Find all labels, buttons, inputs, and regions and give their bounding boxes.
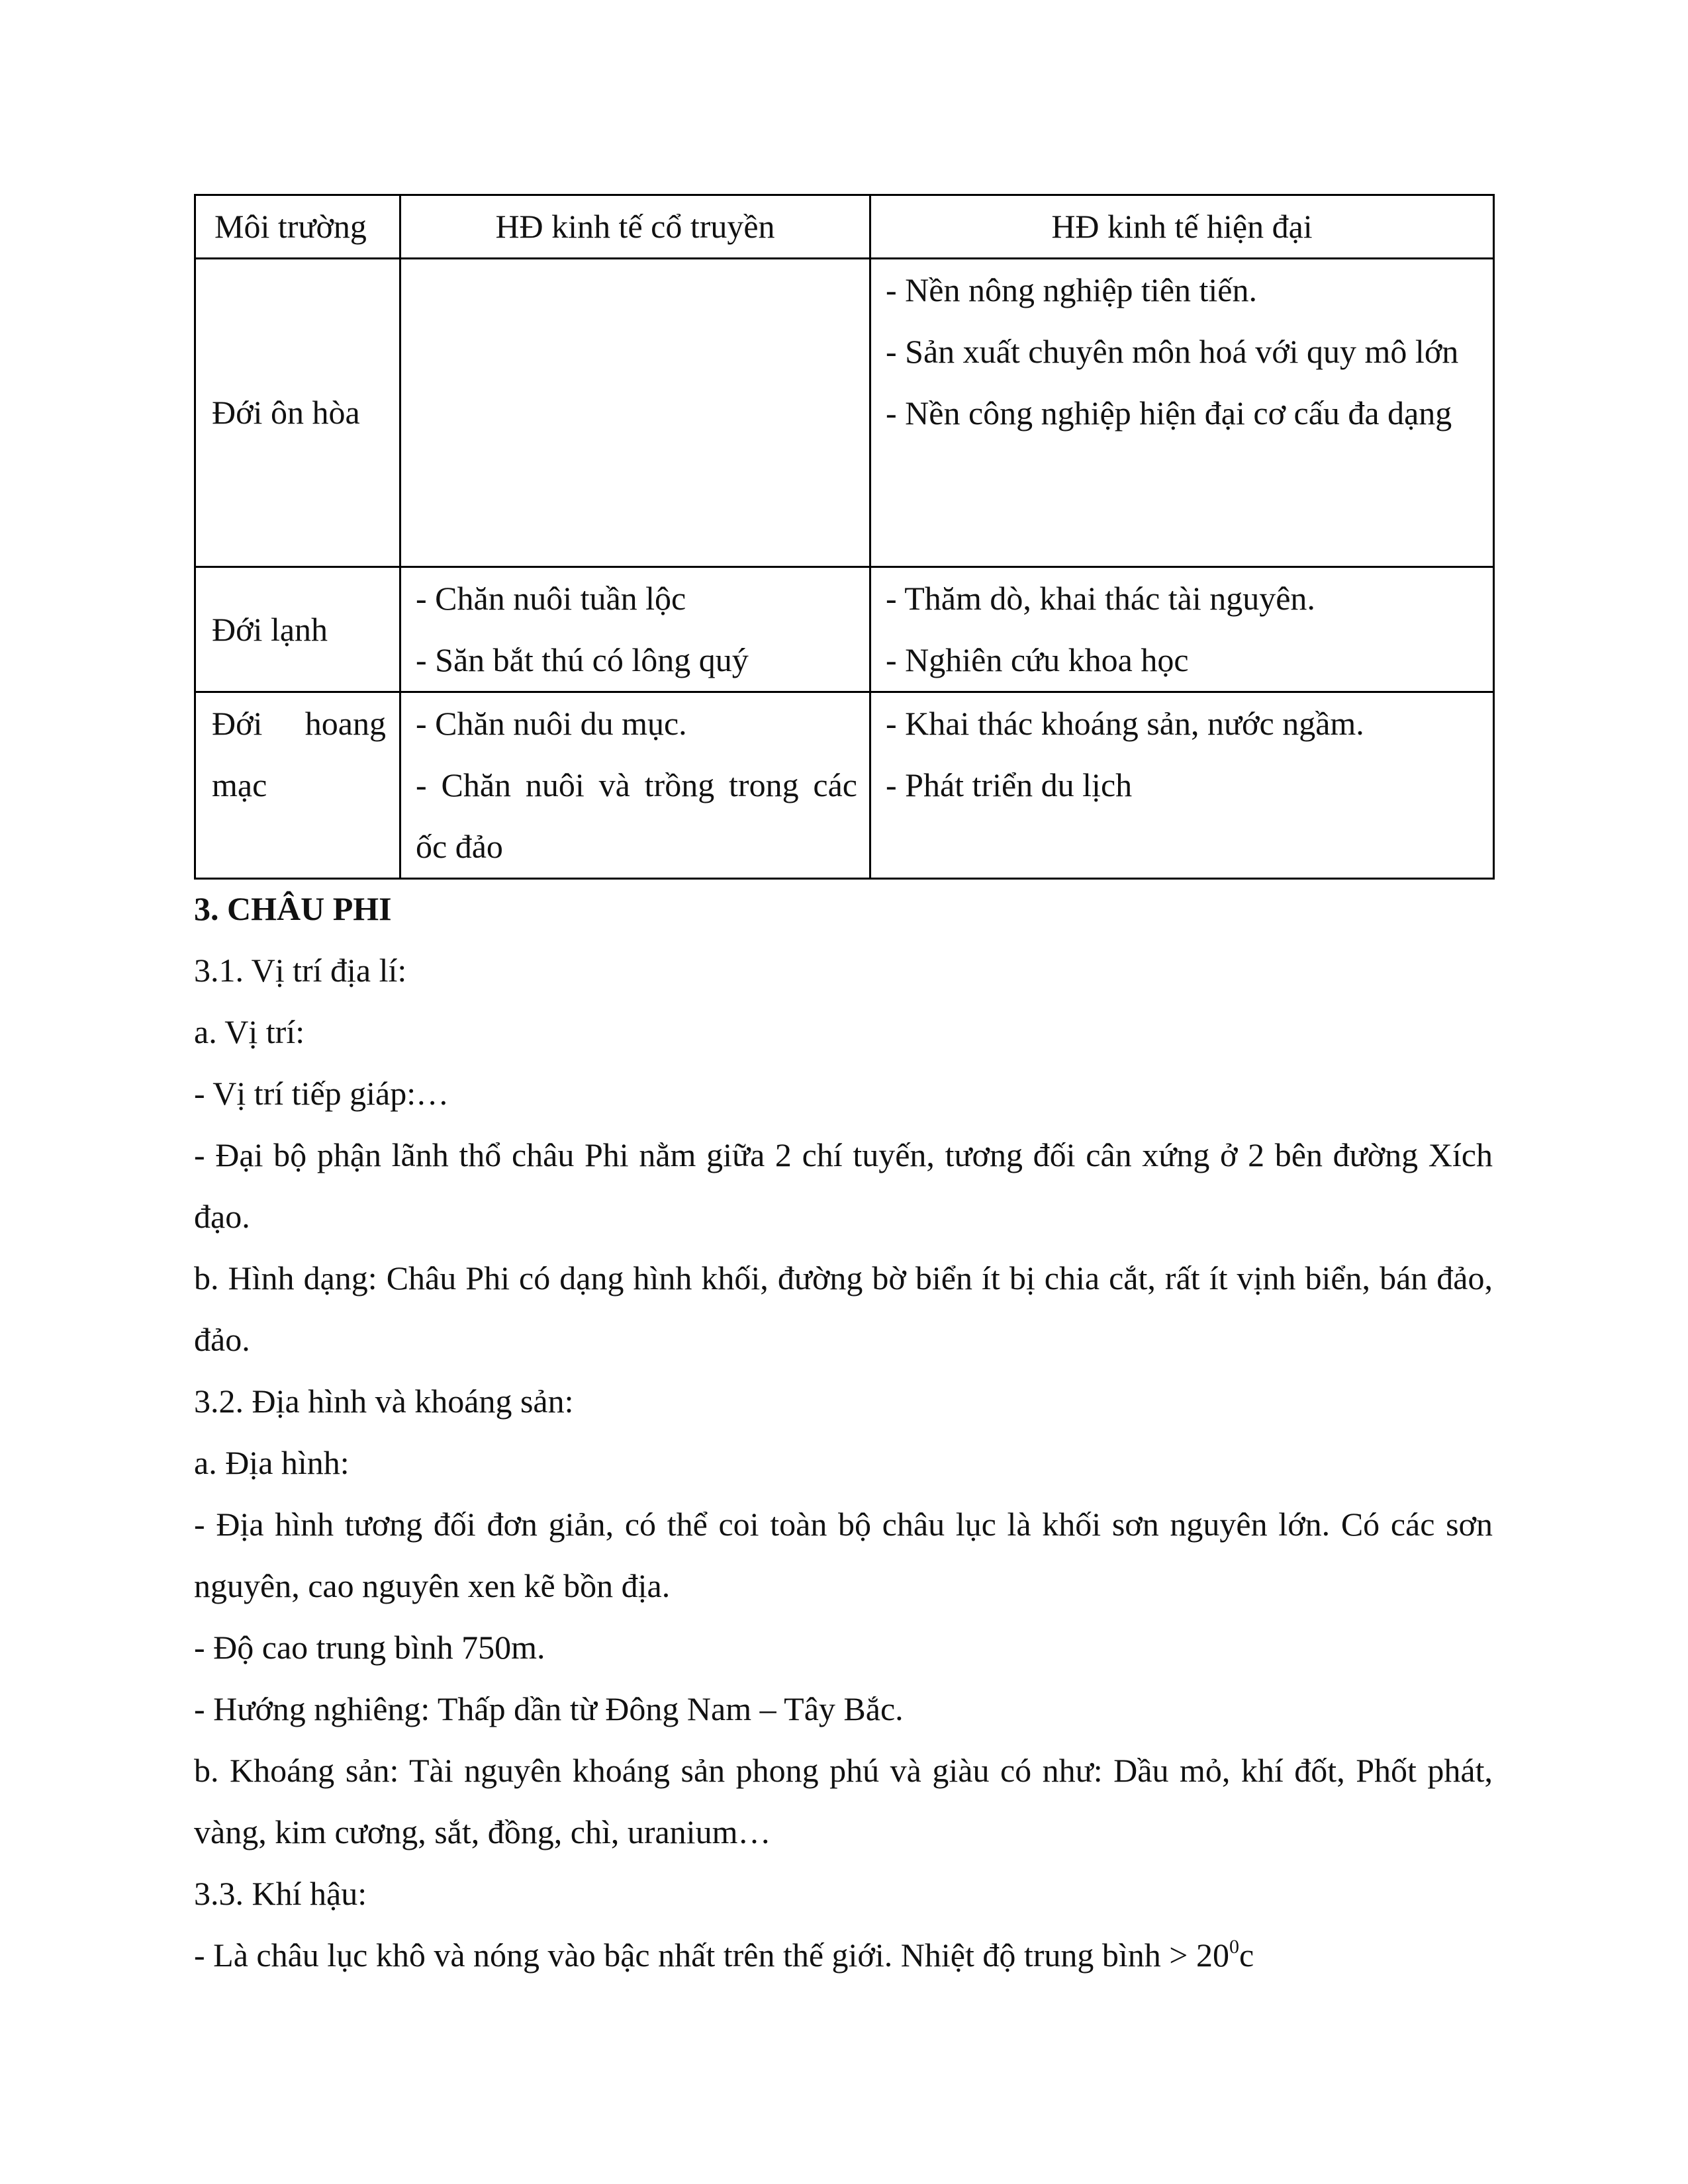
list-item: - Khai thác khoáng sản, nước ngầm. (886, 705, 1364, 742)
paragraph: - Hướng nghiêng: Thấp dần từ Đông Nam – Tây Bắc. (194, 1690, 904, 1727)
list-item: - Phát triển du lịch (886, 766, 1133, 803)
paragraph-text-end: c (1239, 1936, 1254, 1974)
env-label: Đới lạnh (212, 610, 328, 648)
env-label: Đới hoang mạc (212, 705, 386, 803)
env-cell (195, 259, 400, 567)
paragraph: - Vị trí tiếp giáp:… (194, 1075, 449, 1112)
paragraph (194, 1925, 1493, 1986)
paragraph: a. Vị trí: (194, 1013, 305, 1050)
header-traditional: HĐ kinh tế cổ truyền (400, 195, 870, 259)
paragraph: - Đại bộ phận lãnh thổ châu Phi nằm giữa 2 chí tuyến, tương đối cân xứng ở 2 bên đường Xích đạo. (194, 1136, 1493, 1235)
modern-cell (870, 692, 1494, 879)
superscript: 0 (1229, 1936, 1239, 1958)
traditional-cell (400, 567, 870, 692)
paragraph-text: - Là châu lục khô và nóng vào bậc nhất trên thế giới. Nhiệt độ trung bình > 20 (194, 1936, 1229, 1974)
list-item: - Sản xuất chuyên môn hoá với quy mô lớn (886, 333, 1459, 370)
table-row (195, 259, 1494, 567)
list-item: - Nền công nghiệp hiện đại cơ cấu đa dạng (886, 394, 1452, 432)
table-row (195, 567, 1494, 692)
section-heading: 3. CHÂU PHI (194, 890, 392, 927)
table-header-row (195, 195, 1494, 259)
economic-activities-table (194, 194, 1495, 880)
subsection-title: 3.3. Khí hậu: (194, 1875, 367, 1912)
list-item: - Nền nông nghiệp tiên tiến. (886, 271, 1257, 308)
list-item: - Nghiên cứu khoa học (886, 641, 1189, 678)
traditional-cell (400, 692, 870, 879)
paragraph: b. Hình dạng: Châu Phi có dạng hình khối, đường bờ biển ít bị chia cắt, rất ít vịnh biển, bán đảo, đảo. (194, 1259, 1493, 1358)
header-modern: HĐ kinh tế hiện đại (870, 195, 1494, 259)
subsection-title: 3.1. Vị trí địa lí: (194, 952, 407, 989)
modern-cell (870, 259, 1494, 567)
list-item: - Săn bắt thú có lông quý (416, 641, 749, 678)
paragraph: - Địa hình tương đối đơn giản, có thể coi toàn bộ châu lục là khối sơn nguyên lớn. Có các sơn nguyên, cao nguyên xen kẽ bồn địa. (194, 1506, 1493, 1604)
list-item: - Chăn nuôi tuần lộc (416, 580, 686, 617)
paragraph: b. Khoáng sản: Tài nguyên khoáng sản phong phú và giàu có như: Dầu mỏ, khí đốt, Phốt phát, vàng, kim cương, sắt, đồng, chì, uranium… (194, 1752, 1493, 1850)
env-cell (195, 692, 400, 879)
header-environment: Môi trường (195, 195, 400, 259)
paragraph: a. Địa hình: (194, 1444, 350, 1481)
table-row (195, 692, 1494, 879)
traditional-cell (400, 259, 870, 567)
list-item: - Chăn nuôi và trồng trong các ốc đảo (416, 766, 857, 865)
modern-cell (870, 567, 1494, 692)
list-item: - Thăm dò, khai thác tài nguyên. (886, 580, 1315, 617)
env-label: Đới ôn hòa (212, 394, 360, 431)
paragraph: - Độ cao trung bình 750m. (194, 1629, 545, 1666)
env-cell (195, 567, 400, 692)
section-content (194, 878, 1493, 1986)
list-item: - Chăn nuôi du mục. (416, 705, 687, 742)
subsection-title: 3.2. Địa hình và khoáng sản: (194, 1383, 574, 1420)
